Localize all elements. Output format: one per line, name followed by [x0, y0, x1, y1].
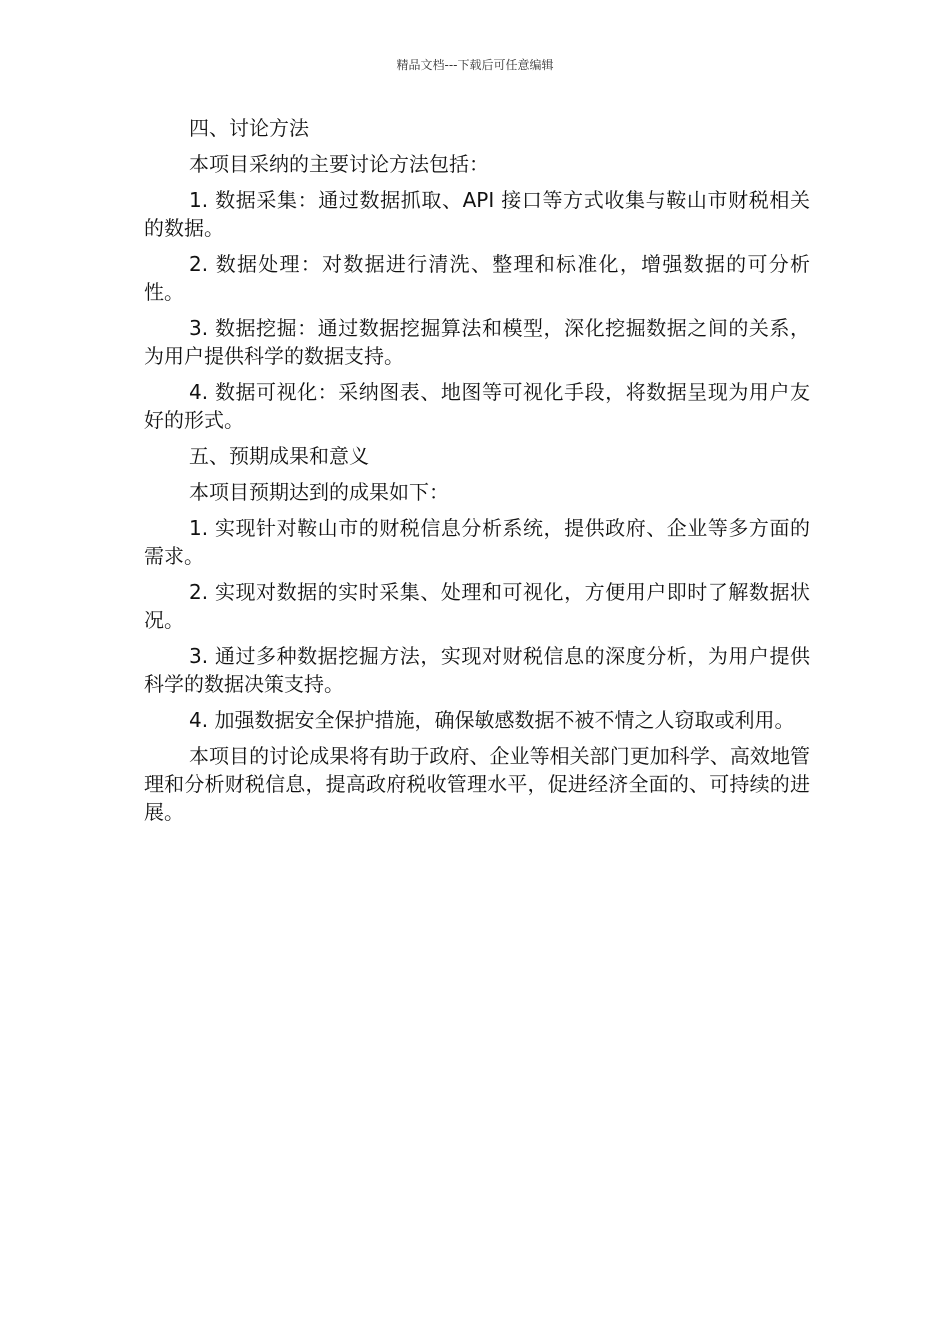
document-body [144, 114, 810, 834]
methods-item-data-mining: 3. 数据挖掘：通过数据挖掘算法和模型，深化挖掘数据之间的关系，为用户提供科学的数据支持。 [144, 316, 810, 368]
page-header: 精品文档---下载后可任意编辑 [396, 58, 554, 72]
conclusion-paragraph: 本项目的讨论成果将有助于政府、企业等相关部门更加科学、高效地管理和分析财税信息，提高政府税收管理水平，促进经济全面的、可持续的进展。 [144, 744, 810, 824]
methods-intro: 本项目采纳的主要讨论方法包括： [189, 152, 489, 176]
outcomes-item-1: 1. 实现针对鞍山市的财税信息分析系统，提供政府、企业等多方面的需求。 [144, 516, 810, 568]
section-heading-methods: 四、讨论方法 [189, 116, 309, 140]
section-heading-outcomes: 五、预期成果和意义 [189, 444, 369, 468]
methods-item-data-collection: 1. 数据采集：通过数据抓取、API 接口等方式收集与鞍山市财税相关的数据。 [144, 188, 810, 240]
outcomes-item-4: 4. 加强数据安全保护措施，确保敏感数据不被不情之人窃取或利用。 [189, 708, 795, 732]
methods-item-data-processing: 2. 数据处理：对数据进行清洗、整理和标准化，增强数据的可分析性。 [144, 252, 810, 304]
methods-item-data-visualization: 4. 数据可视化：采纳图表、地图等可视化手段，将数据呈现为用户友好的形式。 [144, 380, 810, 432]
outcomes-item-3: 3. 通过多种数据挖掘方法，实现对财税信息的深度分析，为用户提供科学的数据决策支持。 [144, 644, 810, 696]
outcomes-item-2: 2. 实现对数据的实时采集、处理和可视化，方便用户即时了解数据状况。 [144, 580, 810, 632]
outcomes-intro: 本项目预期达到的成果如下： [189, 480, 449, 504]
